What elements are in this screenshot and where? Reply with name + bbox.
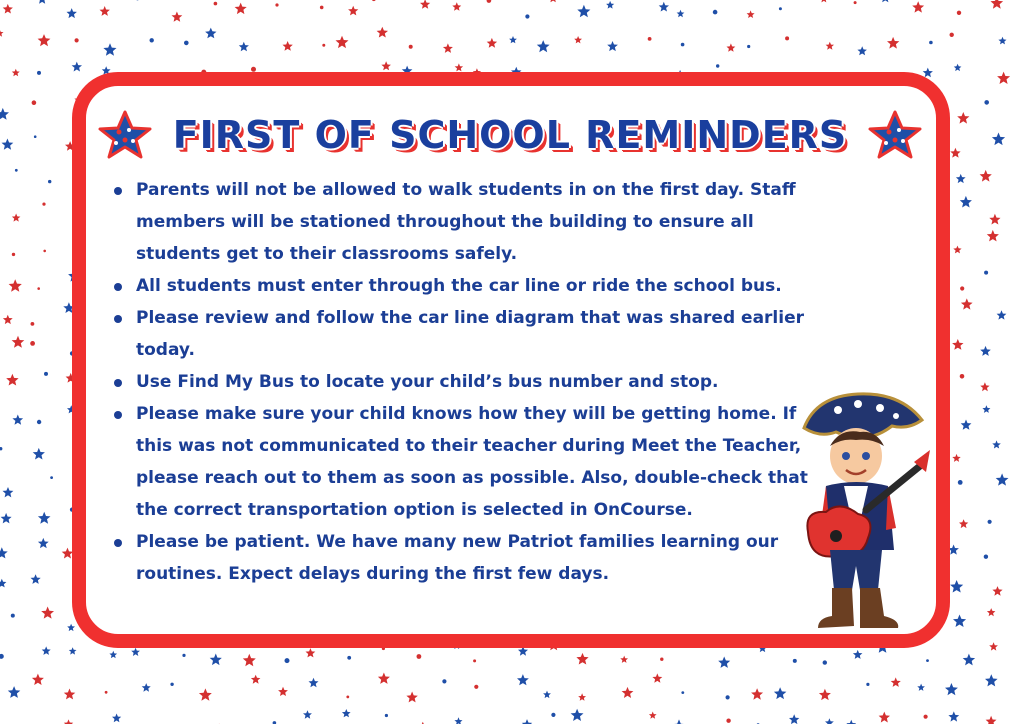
background-dot [320, 6, 324, 10]
background-star [652, 673, 662, 682]
background-star [131, 648, 140, 656]
background-dot [44, 372, 48, 376]
list-item [108, 366, 808, 398]
background-star [980, 346, 991, 356]
background-star [912, 1, 924, 12]
background-star [205, 28, 216, 39]
background-star [210, 654, 222, 666]
background-dot [417, 654, 422, 659]
background-dot [551, 713, 555, 717]
reminder-text: Please be patient. We have many new Patriot families learning our routines. Expect delays during the first few days. [136, 532, 779, 584]
bullet-icon [114, 283, 122, 291]
background-dot [37, 71, 41, 75]
background-star [306, 648, 316, 657]
background-star [509, 36, 517, 43]
background-dot [747, 45, 750, 48]
background-dot [957, 11, 961, 15]
background-star [6, 374, 18, 386]
background-star [622, 687, 634, 698]
background-star [103, 43, 116, 56]
background-dot [42, 203, 45, 206]
background-star [649, 712, 657, 719]
background-star [377, 27, 388, 38]
background-star [960, 196, 972, 208]
background-star [38, 512, 51, 524]
background-dot [726, 695, 730, 699]
background-star [992, 440, 1001, 448]
background-star [789, 714, 799, 724]
background-dot [926, 659, 929, 662]
background-dot [105, 691, 108, 694]
background-star [954, 64, 962, 71]
background-star [72, 62, 82, 72]
background-dot [15, 169, 18, 172]
background-star [961, 298, 973, 309]
background-star [517, 674, 529, 685]
background-star [677, 10, 685, 17]
background-star [537, 40, 550, 52]
background-star [12, 415, 23, 425]
background-star [961, 420, 972, 430]
background-star [917, 684, 925, 691]
background-star [42, 646, 51, 655]
background-dot [372, 0, 376, 1]
bullet-icon [114, 187, 122, 195]
background-dot [854, 1, 857, 4]
pants-shape [830, 550, 882, 590]
background-star [454, 717, 462, 724]
background-dot [50, 476, 53, 479]
title-row [95, 100, 925, 170]
background-dot [487, 0, 492, 3]
background-star [980, 382, 989, 391]
background-star [997, 310, 1007, 319]
background-star [41, 607, 54, 619]
background-star [819, 689, 831, 700]
background-dot [525, 14, 529, 18]
star-icon [97, 110, 153, 160]
background-dot [37, 287, 40, 290]
background-star [880, 0, 890, 2]
background-dot [285, 658, 290, 663]
left-boot [818, 588, 854, 628]
background-dot [34, 135, 37, 138]
patriot-mascot-illustration [796, 390, 936, 635]
page-title: FIRST OF SCHOOL REMINDERS [172, 113, 848, 157]
background-star [3, 487, 14, 497]
background-dot [866, 683, 869, 686]
background-dot [984, 555, 988, 559]
background-star [673, 719, 686, 724]
background-dot [409, 45, 413, 49]
background-dot [48, 180, 51, 183]
background-star [659, 2, 669, 12]
background-star [853, 650, 863, 659]
list-item [108, 398, 808, 526]
background-star [235, 3, 247, 15]
background-dot [32, 100, 37, 105]
background-star [986, 716, 997, 724]
background-dot [43, 250, 46, 253]
background-dot [214, 2, 218, 6]
background-star [69, 647, 77, 654]
background-star [443, 43, 453, 53]
bullet-icon [114, 411, 122, 419]
background-dot [0, 654, 4, 659]
background-star [0, 547, 8, 558]
background-star [887, 37, 899, 49]
background-star [406, 692, 417, 703]
background-star [9, 279, 22, 292]
background-star [12, 336, 25, 348]
background-star [727, 43, 736, 51]
background-star [825, 718, 834, 724]
background-dot [716, 64, 719, 67]
background-star [8, 686, 20, 698]
background-star [378, 673, 390, 684]
background-star [774, 687, 787, 699]
background-star [574, 36, 582, 43]
background-star [67, 624, 75, 631]
background-dot [950, 33, 954, 37]
background-star [953, 615, 966, 628]
background-star [571, 709, 584, 721]
background-star [991, 0, 1004, 9]
background-star [303, 710, 312, 719]
background-dot [958, 480, 963, 485]
background-star [64, 719, 73, 724]
background-star [381, 61, 391, 70]
background-star [992, 133, 1005, 146]
background-star [487, 38, 497, 48]
reminder-text: Use Find My Bus to locate your child’s bus number and stop. [136, 372, 719, 392]
background-star [891, 677, 901, 687]
background-dot [785, 36, 789, 40]
background-star [199, 688, 212, 700]
background-dot [929, 41, 933, 45]
list-item [108, 302, 808, 366]
background-star [980, 170, 992, 182]
background-star [543, 691, 551, 699]
background-dot [960, 286, 964, 290]
background-star [963, 654, 975, 666]
background-star [989, 214, 1000, 225]
background-star [751, 688, 763, 699]
background-dot [30, 341, 35, 346]
background-star [945, 683, 958, 695]
background-star [879, 712, 890, 723]
background-star [420, 0, 430, 9]
background-star [3, 4, 13, 14]
background-star [3, 315, 13, 324]
background-star [278, 687, 288, 696]
bullet-icon [114, 539, 122, 547]
background-star [826, 42, 834, 50]
background-star [956, 174, 966, 183]
background-star [576, 653, 588, 665]
background-star [348, 6, 358, 16]
background-dot [681, 691, 684, 694]
background-star [948, 711, 959, 721]
background-star [952, 454, 960, 462]
background-star [820, 0, 828, 2]
background-dot [474, 685, 478, 689]
background-star [283, 41, 293, 51]
reminder-text: All students must enter through the car line or ride the school bus. [136, 276, 782, 296]
background-star [0, 29, 4, 36]
background-dot [150, 38, 154, 42]
background-dot [385, 714, 388, 717]
background-dot [473, 659, 476, 662]
background-star [342, 709, 351, 717]
background-dot [182, 654, 185, 657]
background-star [953, 246, 961, 254]
background-star [33, 448, 45, 460]
background-star [982, 405, 990, 413]
background-star [100, 6, 110, 16]
background-star [37, 0, 47, 4]
background-dot [988, 520, 992, 524]
background-star [549, 0, 558, 2]
background-dot [75, 38, 79, 42]
background-dot [184, 41, 189, 46]
background-star [12, 214, 21, 222]
background-dot [713, 10, 718, 15]
background-dot [11, 614, 15, 618]
background-star [950, 148, 960, 158]
background-dot [793, 659, 797, 663]
background-dot [960, 374, 965, 379]
background-star [12, 69, 20, 77]
right-boot [860, 588, 898, 628]
background-star [452, 2, 461, 11]
reminder-text: Please review and follow the car line diagram that was shared earlier today. [136, 308, 804, 360]
background-star [251, 675, 261, 684]
background-star [38, 538, 49, 548]
background-dot [984, 100, 989, 105]
background-star [38, 34, 51, 46]
background-star [950, 580, 963, 593]
background-star [957, 112, 969, 124]
list-item [108, 174, 808, 270]
background-star [455, 63, 464, 71]
background-star [607, 41, 618, 51]
background-dot [648, 37, 652, 41]
background-star [243, 654, 256, 666]
background-star [31, 574, 41, 584]
background-star [620, 656, 628, 663]
background-dot [681, 43, 685, 47]
star-icon [867, 110, 923, 160]
background-star [996, 473, 1009, 485]
background-star [109, 651, 117, 658]
background-star [998, 37, 1006, 45]
background-star [577, 5, 590, 17]
background-star [718, 657, 730, 668]
background-dot [37, 420, 41, 424]
background-star [747, 10, 755, 18]
background-star [67, 8, 77, 18]
background-dot [346, 696, 349, 699]
background-star [606, 1, 614, 9]
background-dot [0, 447, 2, 450]
background-dot [347, 656, 351, 660]
background-star [64, 689, 76, 700]
list-item [108, 526, 808, 590]
bullet-icon [114, 379, 122, 387]
background-dot [170, 683, 173, 686]
background-dot [660, 658, 663, 661]
background-star [578, 693, 586, 701]
background-star [952, 339, 963, 350]
reminders-list [108, 174, 808, 590]
background-star [997, 72, 1010, 84]
background-star [239, 42, 249, 52]
background-star [2, 139, 14, 150]
background-dot [823, 660, 827, 664]
background-dot [924, 715, 928, 719]
background-star [989, 642, 998, 650]
background-star [985, 674, 998, 686]
background-star [142, 683, 151, 692]
background-dot [984, 271, 988, 275]
background-star [1, 513, 12, 524]
reminder-text: Please make sure your child knows how they will be getting home. If this was not communicated to their teacher during Meet the Teacher, please reach out to them as soon as possible. Also, double-check that the correct transportation option is selected in OnCourse. [136, 404, 808, 520]
background-star [0, 579, 6, 588]
background-dot [31, 322, 35, 326]
background-star [987, 230, 999, 242]
background-dot [322, 44, 325, 47]
background-star [846, 720, 856, 724]
background-star [0, 108, 9, 120]
background-dot [726, 719, 730, 723]
background-dot [275, 3, 278, 6]
background-dot [12, 253, 15, 256]
background-star [522, 719, 532, 724]
background-star [172, 12, 183, 22]
background-star [309, 678, 319, 688]
background-star [857, 46, 867, 55]
background-star [112, 714, 121, 723]
background-dot [442, 679, 446, 683]
background-star [32, 674, 44, 685]
background-star [959, 519, 968, 528]
list-item [108, 270, 808, 302]
bullet-icon [114, 315, 122, 323]
background-star [992, 586, 1002, 596]
background-dot [779, 7, 782, 10]
reminder-text: Parents will not be allowed to walk students in on the first day. Staff members will be stationed throughout the building to ensure all students get to their classrooms safely. [136, 180, 796, 264]
background-star [336, 36, 349, 48]
background-star [987, 608, 996, 616]
